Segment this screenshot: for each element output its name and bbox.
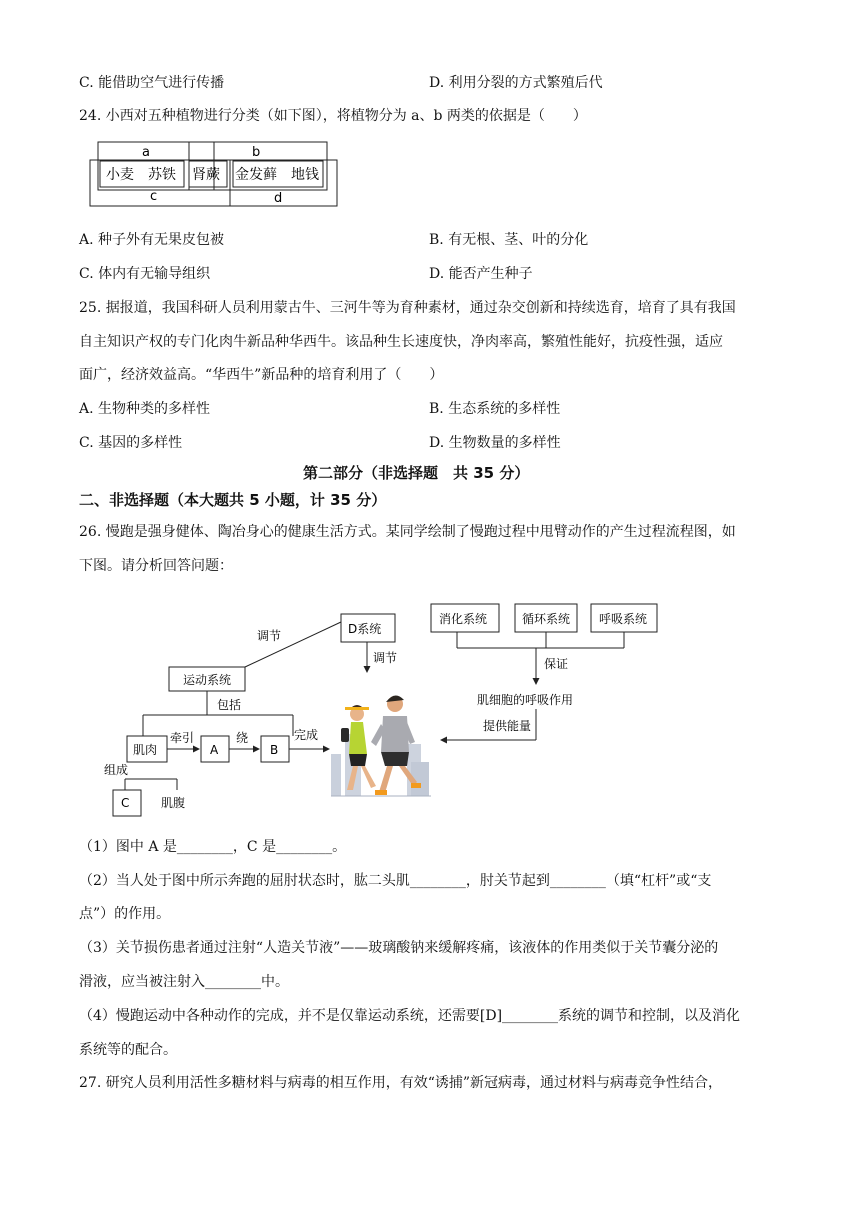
q26-sub1: （1）图中 A 是________，C 是________。: [79, 839, 347, 855]
label-d: d: [274, 191, 283, 206]
digestive-system-label: 消化系统: [439, 612, 488, 626]
q23-option-d: D. 利用分裂的方式繁殖后代: [429, 75, 603, 91]
q23-option-c: C. 能借助空气进行传播: [79, 75, 225, 91]
q26-sub2-line1: （2）当人处于图中所示奔跑的屈肘状态时，肱二头肌________，肘关节起到________（填“杠杆”或“支: [79, 873, 712, 889]
q25-option-a: A. 生物种类的多样性: [79, 401, 211, 417]
respiratory-system-label: 呼吸系统: [599, 612, 648, 626]
complete-label: 完成: [294, 728, 319, 742]
d-system-label: D系统: [348, 622, 382, 636]
box-c-label: C: [121, 796, 130, 810]
q26-sub3-line1: （3）关节损伤患者通过注射“人造关节液”——玻璃酸钠来缓解疼痛，该液体的作用类似于关节囊分泌的: [79, 940, 719, 956]
box-a-label: A: [210, 743, 219, 757]
q24-classification-diagram: [88, 138, 340, 210]
circulatory-system-label: 循环系统: [522, 612, 571, 626]
q24-stem: 24. 小西对五种植物进行分类（如下图），将植物分为 a、b 两类的依据是（ ）: [79, 108, 587, 124]
q24-option-a: A. 种子外有无果皮包被: [79, 232, 225, 248]
section2-title: 二、非选择题（本大题共 5 小题，计 35 分）: [79, 491, 387, 509]
runners-illustration: [331, 695, 431, 796]
muscle-belly-label: 肌腹: [161, 796, 186, 810]
q24-option-b: B. 有无根、茎、叶的分化: [429, 232, 589, 248]
q25-option-b: B. 生态系统的多样性: [429, 401, 561, 417]
plant-fern: 肾蕨: [192, 167, 220, 183]
muscle-label: 肌肉: [133, 743, 158, 757]
includes-label: 包括: [217, 698, 242, 712]
regulate-left-label: 调节: [257, 629, 282, 643]
q27-stem-line1: 27. 研究人员利用活性多糖材料与病毒的相互作用，有效“诱捕”新冠病毒，通过材料与病毒竞争性结合，: [79, 1075, 723, 1091]
q24-option-d: D. 能否产生种子: [429, 266, 533, 282]
box-b-label: B: [270, 743, 279, 757]
label-b: b: [252, 145, 261, 160]
q25-option-d: D. 生物数量的多样性: [429, 435, 561, 451]
part2-title: 第二部分（非选择题 共 35 分）: [303, 464, 530, 482]
provide-energy-label: 提供能量: [483, 719, 532, 733]
q25-stem-line1: 25. 据报道，我国科研人员利用蒙古牛、三河牛等为育种素材，通过杂交创新和持续选育，培育了具有我国: [79, 300, 736, 316]
q26-flowchart: [95, 594, 675, 820]
regulate-down-label: 调节: [373, 651, 398, 665]
q25-option-c: C. 基因的多样性: [79, 435, 183, 451]
plants-moss-liverwort: 金发藓 地钱: [235, 167, 319, 183]
q26-sub3-line2: 滑液，应当被注射入________中。: [79, 974, 289, 990]
cell-respiration-label: 肌细胞的呼吸作用: [477, 693, 574, 707]
q26-sub4-line1: （4）慢跑运动中各种动作的完成，并不是仅靠运动系统，还需要[D]________系统的调节和控制，以及消化: [79, 1008, 741, 1024]
q26-stem-line1: 26. 慢跑是强身健体、陶冶身心的健康生活方式。某同学绘制了慢跑过程中甩臂动作的产生过程流程图，如: [79, 524, 736, 540]
q26-sub2-line2: 点”）的作用。: [79, 906, 171, 922]
motor-system-label: 运动系统: [183, 673, 232, 687]
q26-sub4-line2: 系统等的配合。: [79, 1042, 177, 1058]
composed-label: 组成: [104, 763, 129, 777]
q25-stem-line3: 面广，经济效益高。“华西牛”新品种的培育利用了（ ）: [79, 367, 444, 383]
q25-stem-line2: 自主知识产权的专门化肉牛新品种华西牛。该品种生长速度快，净肉率高，繁殖性能好，抗疫性强，适应: [79, 334, 723, 350]
q26-stem-line2: 下图。请分析回答问题：: [79, 558, 233, 574]
label-c: c: [150, 189, 158, 204]
plants-wheat-cycad: 小麦 苏铁: [106, 167, 176, 183]
q24-option-c: C. 体内有无输导组织: [79, 266, 211, 282]
label-a: a: [142, 145, 150, 160]
ensure-label: 保证: [544, 657, 569, 671]
pull-label: 牵引: [170, 731, 195, 745]
around-label: 绕: [236, 731, 249, 745]
